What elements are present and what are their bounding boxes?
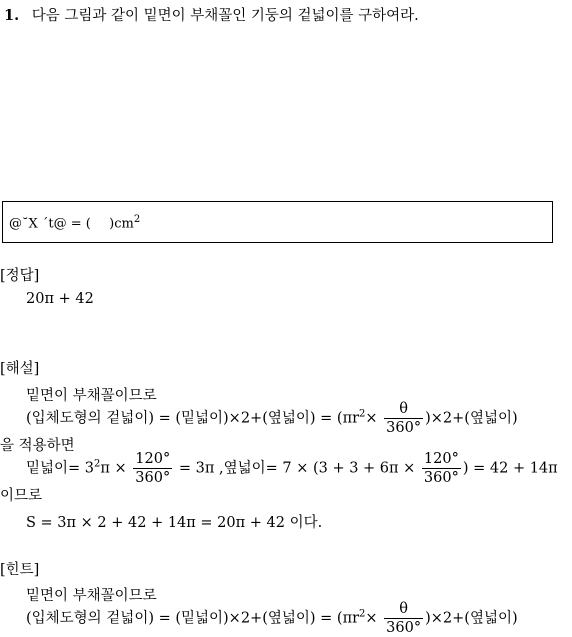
fraction-120-360-a: $\frac{120^\circ}{360^\circ}$ xyxy=(135,451,171,486)
answer-box[interactable] xyxy=(2,201,553,243)
fraction-theta: $\frac{\theta}{360^\circ}$ xyxy=(386,401,422,436)
solution-line-5: 이므로 xyxy=(0,488,43,504)
solution-label: [해설] xyxy=(0,361,40,377)
answer-value: 20π + 42 xyxy=(26,291,94,307)
fraction-120-360-b: $\frac{120^\circ}{360^\circ}$ xyxy=(423,451,459,486)
solution-calc: 밑넓이= $3^2\pi$ × $\frac{120^\circ}{360^\circ}$ = 3π ,옆넓이= 7 × (3 + 3 + 6π × $\frac{120^\circ}{360^\circ}$ ) = 42 + 14π xyxy=(26,451,558,486)
answer-label: [정답] xyxy=(0,268,40,284)
question-text: 다음 그림과 같이 밑면이 부채꼴인 기둥의 겉넓이를 구하여라. xyxy=(31,8,419,24)
solution-line-6: S = 3π × 2 + 42 + 14π = 20π + 42 이다. xyxy=(26,515,323,531)
hint-label: [힌트] xyxy=(0,562,40,578)
hint-fraction-theta: $\frac{\theta}{360^\circ}$ xyxy=(386,601,422,636)
solution-line-3: 을 적용하면 xyxy=(0,438,75,454)
answer-box-text: @˘X ´t@ = ( )$cm^2$ xyxy=(9,214,141,232)
question xyxy=(4,4,419,25)
solution-line-1: 밑면이 부채꼴이므로 xyxy=(26,388,157,404)
question-number: 1. xyxy=(4,7,20,24)
hint-formula: (입체도형의 겉넓이) = (밑넓이)×2+(옆넓이) = ($\pi r^2\times$ $\frac{\theta}{360^\circ}$ )×2+(옆넓이) xyxy=(26,601,518,636)
solution-formula: (입체도형의 겉넓이) = (밑넓이)×2+(옆넓이) = ($\pi r^2\times$ $\frac{\theta}{360^\circ}$ )×2+(옆넓이) xyxy=(26,401,518,436)
hint-line-1: 밑면이 부채꼴이므로 xyxy=(26,588,157,604)
